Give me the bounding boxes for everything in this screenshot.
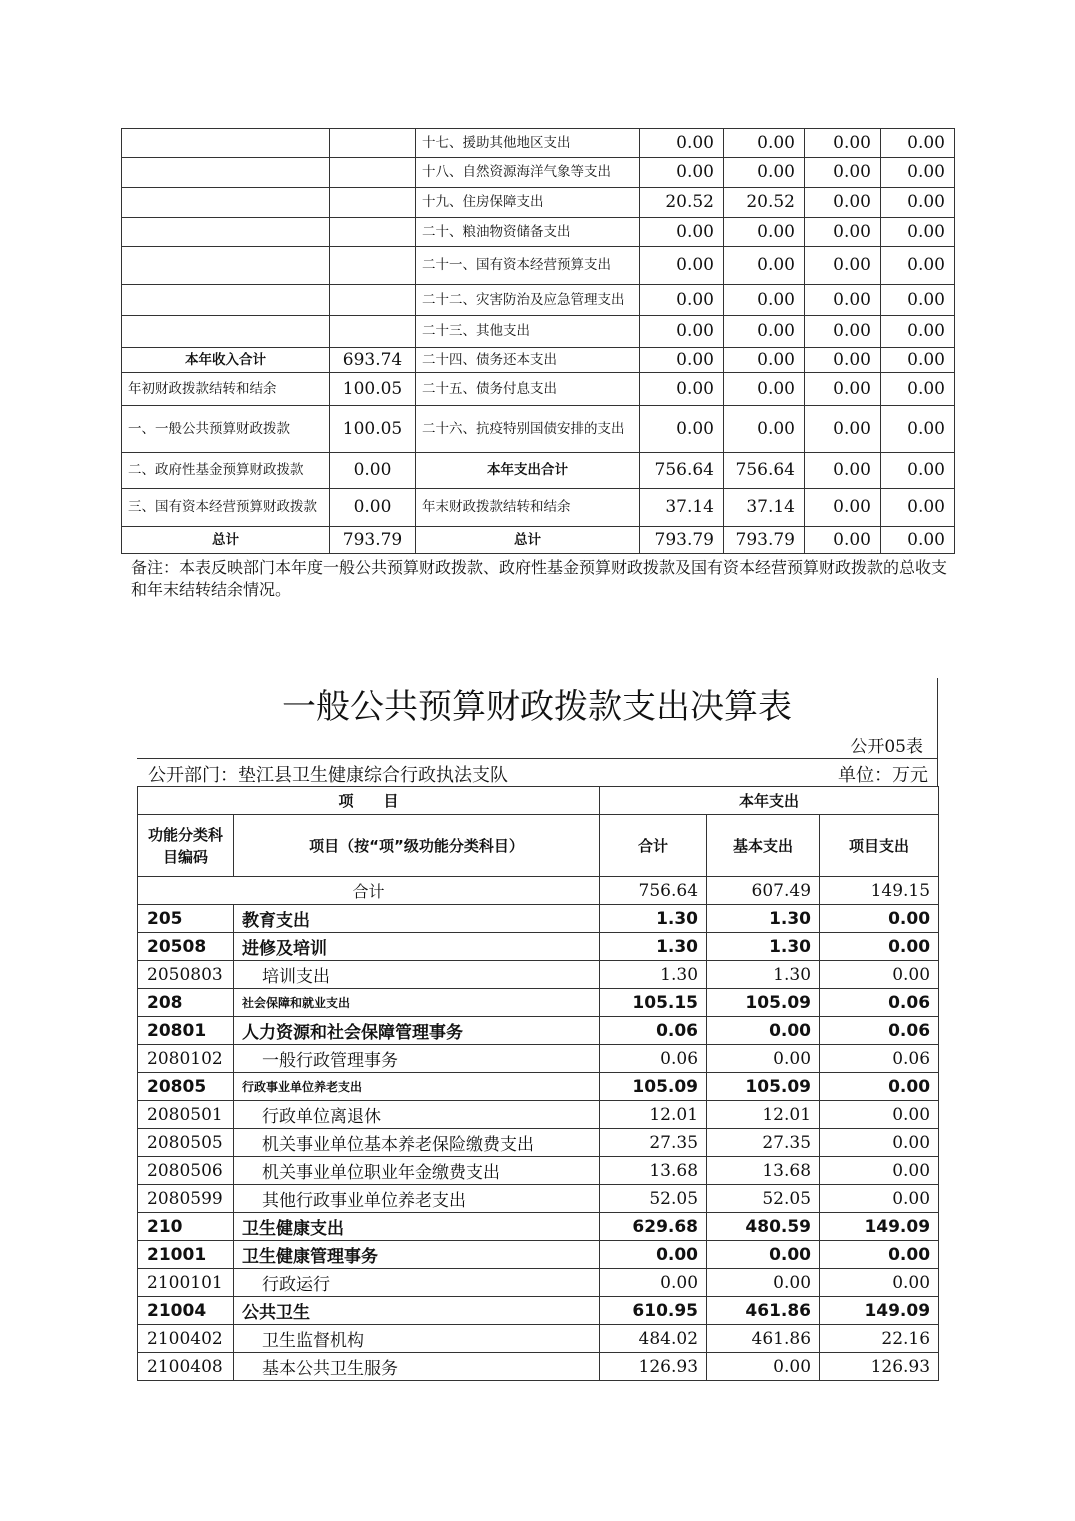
unit-label: 单位：万元 — [838, 765, 928, 786]
table-row — [122, 453, 955, 489]
dept-line — [137, 758, 938, 786]
row-name-text: 培训支出 — [262, 967, 330, 987]
row-total: 1.30 — [600, 933, 707, 961]
expense-total: 0.00 — [640, 285, 724, 316]
row-total: 105.09 — [600, 1073, 707, 1101]
income-amount: 793.79 — [330, 527, 416, 554]
state-capital: 0.00 — [881, 348, 955, 373]
table-row — [122, 247, 955, 285]
income-amount — [330, 218, 416, 247]
row-basic: 1.30 — [707, 905, 820, 933]
row-basic: 27.35 — [707, 1129, 820, 1157]
row-name — [234, 1045, 600, 1073]
income-amount: 0.00 — [330, 453, 416, 489]
state-capital: 0.00 — [881, 285, 955, 316]
row-code: 205 — [138, 905, 234, 933]
row-name — [234, 1073, 600, 1101]
expense-total: 0.00 — [640, 348, 724, 373]
row-total: 629.68 — [600, 1213, 707, 1241]
expense-total: 0.00 — [640, 247, 724, 285]
row-basic: 105.09 — [707, 1073, 820, 1101]
state-capital: 0.00 — [881, 218, 955, 247]
row-basic: 52.05 — [707, 1185, 820, 1213]
row-basic: 13.68 — [707, 1157, 820, 1185]
row-name-text: 教育支出 — [242, 911, 310, 931]
row-basic: 1.30 — [707, 933, 820, 961]
gov-fund: 0.00 — [805, 188, 881, 218]
row-code: 21001 — [138, 1241, 234, 1269]
row-name-text: 机关事业单位职业年金缴费支出 — [262, 1163, 500, 1183]
row-basic: 461.86 — [707, 1325, 820, 1353]
row-total: 0.06 — [600, 1045, 707, 1073]
expenditure-table — [137, 786, 939, 1381]
row-proj: 0.00 — [820, 1157, 939, 1185]
row-name — [234, 1185, 600, 1213]
row-proj: 0.06 — [820, 1045, 939, 1073]
state-capital: 0.00 — [881, 129, 955, 158]
gov-fund: 0.00 — [805, 285, 881, 316]
row-basic: 0.00 — [707, 1045, 820, 1073]
row-name-text: 行政事业单位养老支出 — [242, 1080, 363, 1094]
table-row — [138, 1073, 939, 1101]
row-proj: 0.00 — [820, 1073, 939, 1101]
row-basic: 461.86 — [707, 1297, 820, 1325]
department-label: 公开部门：垫江县卫生健康综合行政执法支队 — [148, 765, 508, 786]
general-budget: 37.14 — [724, 489, 805, 527]
row-name — [234, 933, 600, 961]
row-proj: 22.16 — [820, 1325, 939, 1353]
table-row — [138, 1325, 939, 1353]
state-capital: 0.00 — [881, 316, 955, 348]
income-amount — [330, 188, 416, 218]
row-code: 2080501 — [138, 1101, 234, 1129]
state-capital: 0.00 — [881, 373, 955, 406]
expense-item: 总计 — [416, 527, 640, 554]
general-budget: 793.79 — [724, 527, 805, 554]
page-title: 一般公共预算财政拨款支出决算表 — [282, 687, 792, 727]
expense-total: 0.00 — [640, 158, 724, 188]
table-header-row — [138, 787, 939, 815]
table-row — [138, 1269, 939, 1297]
row-code: 2080505 — [138, 1129, 234, 1157]
row-name-text: 人力资源和社会保障管理事务 — [242, 1023, 463, 1043]
expense-item: 二十二、灾害防治及应急管理支出 — [416, 285, 640, 316]
table-row — [138, 1101, 939, 1129]
sum-total: 756.64 — [600, 877, 707, 905]
row-code: 210 — [138, 1213, 234, 1241]
row-total: 484.02 — [600, 1325, 707, 1353]
row-name — [234, 989, 600, 1017]
row-total: 0.06 — [600, 1017, 707, 1045]
income-amount — [330, 247, 416, 285]
income-amount: 0.00 — [330, 489, 416, 527]
row-basic: 480.59 — [707, 1213, 820, 1241]
row-name-text: 卫生健康管理事务 — [242, 1247, 378, 1267]
row-name — [234, 1353, 600, 1381]
row-name-text: 卫生监督机构 — [262, 1331, 364, 1351]
fiscal-summary-table — [121, 128, 955, 554]
row-proj: 0.00 — [820, 1269, 939, 1297]
table-row — [138, 1017, 939, 1045]
expense-total: 37.14 — [640, 489, 724, 527]
expense-item: 年末财政拨款结转和结余 — [416, 489, 640, 527]
general-budget: 0.00 — [724, 218, 805, 247]
income-amount — [330, 158, 416, 188]
expense-item: 二十三、其他支出 — [416, 316, 640, 348]
table-note: 备注：本表反映部门本年度一般公共预算财政拨款、政府性基金预算财政拨款及国有资本经营预算财政拨款的总收支和年末结转结余情况。 — [131, 558, 948, 599]
expense-item: 十八、自然资源海洋气象等支出 — [416, 158, 640, 188]
gov-fund: 0.00 — [805, 158, 881, 188]
sum-row — [138, 877, 939, 905]
row-code: 208 — [138, 989, 234, 1017]
row-code: 2100408 — [138, 1353, 234, 1381]
row-name-text: 社会保障和就业支出 — [242, 996, 351, 1010]
row-proj: 126.93 — [820, 1353, 939, 1381]
row-proj: 0.00 — [820, 933, 939, 961]
state-capital: 0.00 — [881, 406, 955, 453]
row-name-text: 基本公共卫生服务 — [262, 1359, 398, 1379]
row-proj: 0.06 — [820, 989, 939, 1017]
general-budget: 20.52 — [724, 188, 805, 218]
gov-fund: 0.00 — [805, 373, 881, 406]
header-code: 功能分类科目编码 — [138, 815, 234, 877]
table-row — [138, 1185, 939, 1213]
gov-fund: 0.00 — [805, 489, 881, 527]
row-total: 12.01 — [600, 1101, 707, 1129]
row-name — [234, 905, 600, 933]
expense-total: 0.00 — [640, 129, 724, 158]
income-amount — [330, 316, 416, 348]
row-name — [234, 1213, 600, 1241]
general-budget: 0.00 — [724, 285, 805, 316]
income-label: 三、国有资本经营预算财政拨款 — [122, 489, 330, 527]
expense-total: 0.00 — [640, 316, 724, 348]
general-budget: 0.00 — [724, 406, 805, 453]
expense-total: 0.00 — [640, 373, 724, 406]
income-label: 二、政府性基金预算财政拨款 — [122, 453, 330, 489]
row-code: 21004 — [138, 1297, 234, 1325]
table-header-row — [138, 815, 939, 877]
gov-fund: 0.00 — [805, 406, 881, 453]
row-name-text: 机关事业单位基本养老保险缴费支出 — [262, 1135, 534, 1155]
header-this-year: 本年支出 — [600, 787, 939, 815]
header-total: 合计 — [600, 815, 707, 877]
row-name — [234, 1157, 600, 1185]
expense-item: 十九、住房保障支出 — [416, 188, 640, 218]
state-capital: 0.00 — [881, 527, 955, 554]
income-label: 总计 — [122, 527, 330, 554]
sum-basic: 607.49 — [707, 877, 820, 905]
row-basic: 12.01 — [707, 1101, 820, 1129]
row-name — [234, 1129, 600, 1157]
table-row — [138, 961, 939, 989]
income-label — [122, 247, 330, 285]
header-basic: 基本支出 — [707, 815, 820, 877]
general-budget: 0.00 — [724, 316, 805, 348]
gov-fund: 0.00 — [805, 129, 881, 158]
expense-total: 756.64 — [640, 453, 724, 489]
expense-item: 二十四、债务还本支出 — [416, 348, 640, 373]
table-row — [138, 1297, 939, 1325]
gov-fund: 0.00 — [805, 348, 881, 373]
table-row — [122, 489, 955, 527]
general-budget: 0.00 — [724, 247, 805, 285]
table-row — [138, 1353, 939, 1381]
row-name — [234, 1269, 600, 1297]
sum-label: 合计 — [138, 877, 600, 905]
table-row — [122, 158, 955, 188]
general-budget: 0.00 — [724, 158, 805, 188]
row-basic: 0.00 — [707, 1269, 820, 1297]
general-budget: 0.00 — [724, 348, 805, 373]
state-capital: 0.00 — [881, 158, 955, 188]
table-row — [122, 527, 955, 554]
expense-item: 二十一、国有资本经营预算支出 — [416, 247, 640, 285]
row-total: 1.30 — [600, 905, 707, 933]
row-basic: 105.09 — [707, 989, 820, 1017]
general-budget: 0.00 — [724, 373, 805, 406]
expense-item: 本年支出合计 — [416, 453, 640, 489]
table-row — [122, 218, 955, 247]
row-name — [234, 1101, 600, 1129]
row-code: 2100101 — [138, 1269, 234, 1297]
row-proj: 0.00 — [820, 905, 939, 933]
table-row — [138, 1241, 939, 1269]
income-label — [122, 218, 330, 247]
row-proj: 0.00 — [820, 1185, 939, 1213]
state-capital: 0.00 — [881, 247, 955, 285]
row-total: 126.93 — [600, 1353, 707, 1381]
table-row — [138, 1157, 939, 1185]
row-code: 2080506 — [138, 1157, 234, 1185]
state-capital: 0.00 — [881, 453, 955, 489]
income-amount: 100.05 — [330, 373, 416, 406]
row-proj: 0.00 — [820, 961, 939, 989]
row-proj: 0.00 — [820, 1241, 939, 1269]
general-budget: 0.00 — [724, 129, 805, 158]
header-proj: 项目支出 — [820, 815, 939, 877]
table-tag: 公开05表 — [850, 737, 923, 757]
income-label: 本年收入合计 — [122, 348, 330, 373]
gov-fund: 0.00 — [805, 247, 881, 285]
state-capital: 0.00 — [881, 188, 955, 218]
table-row — [122, 316, 955, 348]
table-row — [122, 373, 955, 406]
gov-fund: 0.00 — [805, 527, 881, 554]
row-proj: 149.09 — [820, 1297, 939, 1325]
row-name-text: 其他行政事业单位养老支出 — [262, 1191, 466, 1211]
row-name-text: 进修及培训 — [242, 939, 327, 959]
expense-total: 0.00 — [640, 406, 724, 453]
income-amount — [330, 285, 416, 316]
header-project: 项 目 — [138, 787, 600, 815]
row-basic: 0.00 — [707, 1241, 820, 1269]
row-basic: 0.00 — [707, 1353, 820, 1381]
income-label — [122, 188, 330, 218]
table-row — [138, 933, 939, 961]
table-row — [138, 1129, 939, 1157]
row-total: 52.05 — [600, 1185, 707, 1213]
row-total: 0.00 — [600, 1269, 707, 1297]
row-code: 2100402 — [138, 1325, 234, 1353]
table-row — [122, 129, 955, 158]
table-row — [138, 1213, 939, 1241]
row-code: 20508 — [138, 933, 234, 961]
row-total: 1.30 — [600, 961, 707, 989]
expense-total: 0.00 — [640, 218, 724, 247]
row-name-text: 行政单位离退休 — [262, 1107, 381, 1127]
table-row — [138, 989, 939, 1017]
income-amount: 100.05 — [330, 406, 416, 453]
sum-proj: 149.15 — [820, 877, 939, 905]
row-basic: 1.30 — [707, 961, 820, 989]
income-amount: 693.74 — [330, 348, 416, 373]
row-total: 105.15 — [600, 989, 707, 1017]
expense-total: 20.52 — [640, 188, 724, 218]
income-label — [122, 316, 330, 348]
income-label: 年初财政拨款结转和结余 — [122, 373, 330, 406]
expense-item: 二十五、债务付息支出 — [416, 373, 640, 406]
row-name-text: 一般行政管理事务 — [262, 1051, 398, 1071]
row-code: 20805 — [138, 1073, 234, 1101]
row-total: 27.35 — [600, 1129, 707, 1157]
income-label — [122, 158, 330, 188]
expense-item: 十七、援助其他地区支出 — [416, 129, 640, 158]
row-total: 0.00 — [600, 1241, 707, 1269]
row-name-text: 公共卫生 — [242, 1303, 310, 1323]
row-code: 2080102 — [138, 1045, 234, 1073]
expense-item: 二十六、抗疫特别国债安排的支出 — [416, 406, 640, 453]
table-row — [122, 406, 955, 453]
row-name-text: 卫生健康支出 — [242, 1219, 344, 1239]
row-name — [234, 1017, 600, 1045]
row-basic: 0.00 — [707, 1017, 820, 1045]
row-name-text: 行政运行 — [262, 1275, 330, 1295]
row-name — [234, 1241, 600, 1269]
income-label — [122, 129, 330, 158]
row-code: 20801 — [138, 1017, 234, 1045]
header-item: 项目（按“项”级功能分类科目） — [234, 815, 600, 877]
table-row — [122, 348, 955, 373]
table-row — [138, 905, 939, 933]
row-name — [234, 961, 600, 989]
expense-total: 793.79 — [640, 527, 724, 554]
table-row — [138, 1045, 939, 1073]
row-proj: 149.09 — [820, 1213, 939, 1241]
row-total: 610.95 — [600, 1297, 707, 1325]
row-name — [234, 1325, 600, 1353]
table-row — [122, 188, 955, 218]
gov-fund: 0.00 — [805, 316, 881, 348]
row-code: 2080599 — [138, 1185, 234, 1213]
income-amount — [330, 129, 416, 158]
income-label: 一、一般公共预算财政拨款 — [122, 406, 330, 453]
row-proj: 0.00 — [820, 1129, 939, 1157]
table-row — [122, 285, 955, 316]
row-code: 2050803 — [138, 961, 234, 989]
gov-fund: 0.00 — [805, 453, 881, 489]
row-proj: 0.00 — [820, 1101, 939, 1129]
row-total: 13.68 — [600, 1157, 707, 1185]
general-budget: 756.64 — [724, 453, 805, 489]
income-label — [122, 285, 330, 316]
expense-item: 二十、粮油物资储备支出 — [416, 218, 640, 247]
state-capital: 0.00 — [881, 489, 955, 527]
gov-fund: 0.00 — [805, 218, 881, 247]
row-proj: 0.06 — [820, 1017, 939, 1045]
row-name — [234, 1297, 600, 1325]
